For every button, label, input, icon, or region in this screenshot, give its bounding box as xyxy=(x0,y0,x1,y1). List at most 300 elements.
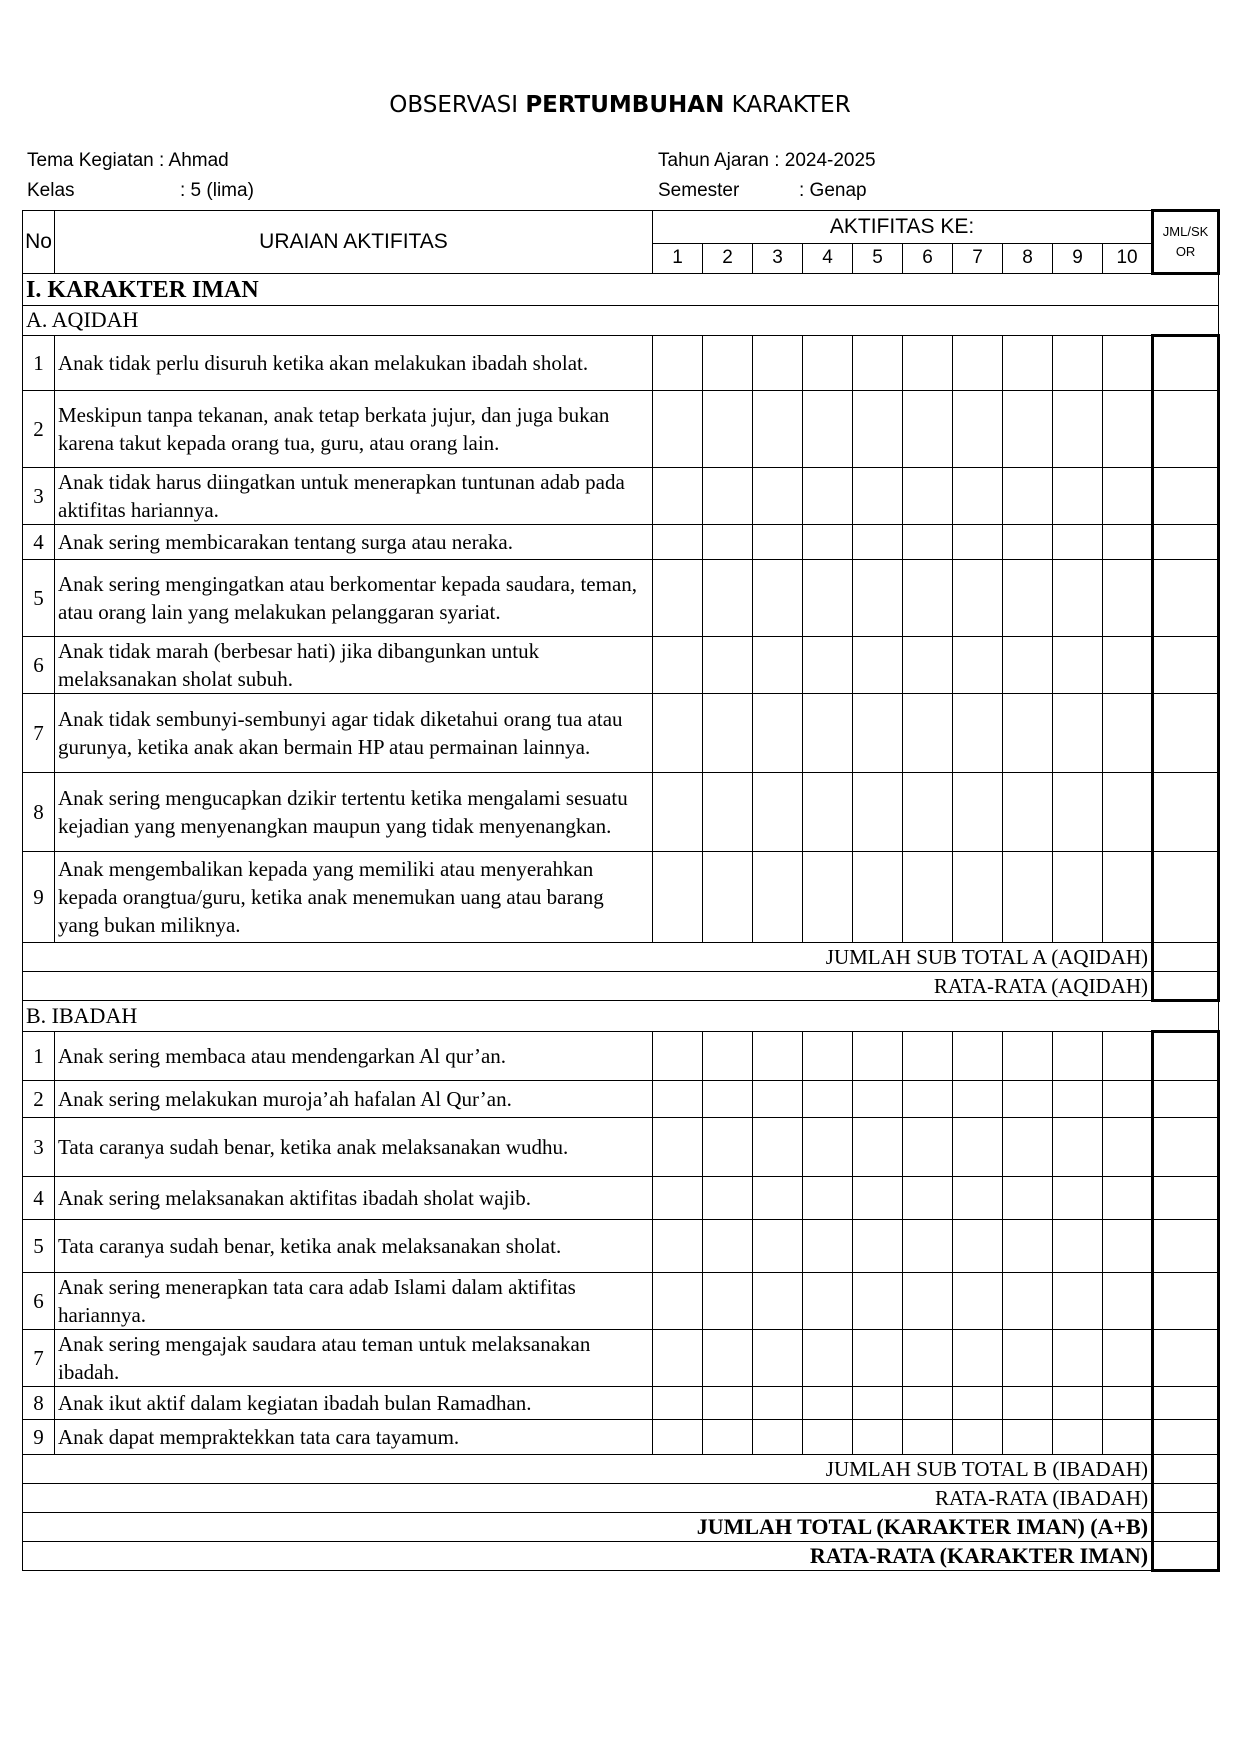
activity-score-cell-9[interactable] xyxy=(1053,1420,1103,1455)
activity-score-cell-10[interactable] xyxy=(1103,468,1153,525)
aqidah-item-row xyxy=(23,852,1219,943)
activity-score-cell-10[interactable] xyxy=(1103,391,1153,468)
activity-score-cell-5[interactable] xyxy=(853,391,903,468)
activity-score-cell-5[interactable] xyxy=(853,1420,903,1455)
activity-score-cell-3[interactable] xyxy=(753,694,803,773)
title-part-3: KARAKTER xyxy=(724,92,851,118)
aqidah-item-row xyxy=(23,694,1219,773)
semester-value: : Genap xyxy=(799,180,867,201)
activity-score-cell-10[interactable] xyxy=(1103,525,1153,560)
activity-score-cell-3[interactable] xyxy=(753,852,803,943)
item-number: 5 xyxy=(23,1220,55,1273)
activity-score-cell-9[interactable] xyxy=(1053,852,1103,943)
activity-score-cell-7[interactable] xyxy=(953,773,1003,852)
activity-score-cell-4[interactable] xyxy=(803,1032,853,1081)
activity-score-cell-1[interactable] xyxy=(653,1032,703,1081)
jml-skor-cell[interactable] xyxy=(1153,1220,1219,1273)
activity-score-cell-3[interactable] xyxy=(753,336,803,391)
aqidah-subtotal-row xyxy=(23,943,1219,972)
aktifitas-header: AKTIFITAS KE: xyxy=(653,211,1153,244)
item-number: 1 xyxy=(23,336,55,391)
item-number: 9 xyxy=(23,852,55,943)
activity-score-cell-4[interactable] xyxy=(803,1420,853,1455)
item-number: 3 xyxy=(23,1118,55,1177)
item-description: Anak sering mengucapkan dzikir tertentu ketika mengalami sesuatu kejadian yang menyenangkan maupun yang tidak menyenangkan. xyxy=(55,773,653,852)
aqidah-subtotal-label: JUMLAH SUB TOTAL A (AQIDAH) xyxy=(23,943,1153,972)
activity-score-cell-2[interactable] xyxy=(703,560,753,637)
activity-score-cell-5[interactable] xyxy=(853,1032,903,1081)
activity-score-cell-3[interactable] xyxy=(753,1420,803,1455)
activity-score-cell-2[interactable] xyxy=(703,391,753,468)
activity-score-cell-6[interactable] xyxy=(903,468,953,525)
activity-number-5: 5 xyxy=(853,243,903,273)
activity-score-cell-7[interactable] xyxy=(953,637,1003,694)
activity-score-cell-6[interactable] xyxy=(903,1420,953,1455)
aqidah-average-row xyxy=(23,972,1219,1001)
activity-score-cell-4[interactable] xyxy=(803,525,853,560)
activity-score-cell-4[interactable] xyxy=(803,391,853,468)
item-number: 2 xyxy=(23,1081,55,1118)
item-description: Tata caranya sudah benar, ketika anak melaksanakan wudhu. xyxy=(55,1118,653,1177)
aqidah-item-row xyxy=(23,391,1219,468)
activity-score-cell-7[interactable] xyxy=(953,391,1003,468)
item-description: Anak sering mengajak saudara atau teman untuk melaksanakan ibadah. xyxy=(55,1330,653,1387)
activity-score-cell-2[interactable] xyxy=(703,1330,753,1387)
activity-score-cell-8[interactable] xyxy=(1003,1177,1053,1220)
activity-score-cell-8[interactable] xyxy=(1003,1420,1053,1455)
activity-score-cell-10[interactable] xyxy=(1103,1273,1153,1330)
aqidah-item-row xyxy=(23,468,1219,525)
ibadah-item-row xyxy=(23,1032,1219,1081)
activity-score-cell-9[interactable] xyxy=(1053,1387,1103,1420)
aqidah-average-value[interactable] xyxy=(1153,972,1219,1001)
activity-score-cell-8[interactable] xyxy=(1003,637,1053,694)
activity-score-cell-1[interactable] xyxy=(653,1220,703,1273)
item-description: Anak tidak harus diingatkan untuk menerapkan tuntunan adab pada aktifitas hariannya. xyxy=(55,468,653,525)
section-title: I. KARAKTER IMAN xyxy=(23,274,1219,306)
activity-score-cell-1[interactable] xyxy=(653,560,703,637)
activity-score-cell-6[interactable] xyxy=(903,1081,953,1118)
activity-score-cell-8[interactable] xyxy=(1003,336,1053,391)
activity-score-cell-1[interactable] xyxy=(653,1177,703,1220)
activity-score-cell-10[interactable] xyxy=(1103,336,1153,391)
kelas-label: Kelas xyxy=(27,180,75,201)
activity-score-cell-3[interactable] xyxy=(753,1220,803,1273)
header-row-1 xyxy=(23,211,1219,244)
activity-score-cell-4[interactable] xyxy=(803,1177,853,1220)
semester-label: Semester xyxy=(658,180,740,201)
item-description: Anak tidak marah (berbesar hati) jika dibangunkan untuk melaksanakan sholat subuh. xyxy=(55,637,653,694)
activity-score-cell-7[interactable] xyxy=(953,1387,1003,1420)
jml-skor-cell[interactable] xyxy=(1153,773,1219,852)
activity-score-cell-4[interactable] xyxy=(803,694,853,773)
activity-score-cell-8[interactable] xyxy=(1003,694,1053,773)
activity-score-cell-3[interactable] xyxy=(753,1118,803,1177)
activity-score-cell-1[interactable] xyxy=(653,525,703,560)
activity-score-cell-2[interactable] xyxy=(703,468,753,525)
ibadah-subtotal-label: JUMLAH SUB TOTAL B (IBADAH) xyxy=(23,1455,1153,1484)
activity-score-cell-5[interactable] xyxy=(853,1273,903,1330)
activity-score-cell-6[interactable] xyxy=(903,1118,953,1177)
activity-score-cell-4[interactable] xyxy=(803,336,853,391)
activity-score-cell-10[interactable] xyxy=(1103,1118,1153,1177)
ibadah-item-row xyxy=(23,1118,1219,1177)
activity-score-cell-3[interactable] xyxy=(753,1273,803,1330)
item-description: Anak mengembalikan kepada yang memiliki atau menyerahkan kepada orangtua/guru, ketika anak menemukan uang atau barang yang bukan miliknya. xyxy=(55,852,653,943)
activity-score-cell-10[interactable] xyxy=(1103,560,1153,637)
activity-score-cell-10[interactable] xyxy=(1103,1420,1153,1455)
jml-skor-cell[interactable] xyxy=(1153,1032,1219,1081)
item-description: Anak sering melaksanakan aktifitas ibadah sholat wajib. xyxy=(55,1177,653,1220)
activity-score-cell-2[interactable] xyxy=(703,1273,753,1330)
activity-score-cell-3[interactable] xyxy=(753,1081,803,1118)
jml-skor-cell[interactable] xyxy=(1153,1420,1219,1455)
activity-score-cell-6[interactable] xyxy=(903,637,953,694)
ibadah-average-label: RATA-RATA (IBADAH) xyxy=(23,1484,1153,1513)
activity-score-cell-2[interactable] xyxy=(703,1118,753,1177)
no-header: No xyxy=(23,211,55,274)
activity-score-cell-10[interactable] xyxy=(1103,637,1153,694)
total-average-value[interactable] xyxy=(1153,1542,1219,1571)
activity-score-cell-5[interactable] xyxy=(853,852,903,943)
uraian-header: URAIAN AKTIFITAS xyxy=(55,211,653,274)
activity-score-cell-9[interactable] xyxy=(1053,336,1103,391)
activity-score-cell-7[interactable] xyxy=(953,1330,1003,1387)
semester xyxy=(658,180,867,202)
activity-score-cell-8[interactable] xyxy=(1003,1273,1053,1330)
item-number: 4 xyxy=(23,525,55,560)
activity-score-cell-10[interactable] xyxy=(1103,1032,1153,1081)
activity-score-cell-6[interactable] xyxy=(903,1177,953,1220)
activity-number-7: 7 xyxy=(953,243,1003,273)
total-row xyxy=(23,1513,1219,1542)
activity-score-cell-2[interactable] xyxy=(703,852,753,943)
ibadah-item-row xyxy=(23,1081,1219,1118)
activity-score-cell-10[interactable] xyxy=(1103,1330,1153,1387)
item-description: Anak sering melakukan muroja’ah hafalan Al Qur’an. xyxy=(55,1081,653,1118)
activity-score-cell-10[interactable] xyxy=(1103,1081,1153,1118)
activity-score-cell-6[interactable] xyxy=(903,852,953,943)
ibadah-average-value[interactable] xyxy=(1153,1484,1219,1513)
aqidah-item-row xyxy=(23,336,1219,391)
activity-score-cell-7[interactable] xyxy=(953,336,1003,391)
activity-score-cell-3[interactable] xyxy=(753,637,803,694)
activity-score-cell-3[interactable] xyxy=(753,1177,803,1220)
activity-score-cell-1[interactable] xyxy=(653,1330,703,1387)
activity-score-cell-10[interactable] xyxy=(1103,1220,1153,1273)
activity-score-cell-4[interactable] xyxy=(803,1118,853,1177)
activity-score-cell-1[interactable] xyxy=(653,1273,703,1330)
item-number: 4 xyxy=(23,1177,55,1220)
activity-score-cell-6[interactable] xyxy=(903,525,953,560)
activity-score-cell-5[interactable] xyxy=(853,1330,903,1387)
activity-number-2: 2 xyxy=(703,243,753,273)
activity-score-cell-3[interactable] xyxy=(753,1032,803,1081)
activity-score-cell-9[interactable] xyxy=(1053,1118,1103,1177)
item-number: 7 xyxy=(23,694,55,773)
activity-score-cell-8[interactable] xyxy=(1003,468,1053,525)
jml-skor-header xyxy=(1153,211,1219,274)
activity-score-cell-4[interactable] xyxy=(803,1081,853,1118)
activity-score-cell-3[interactable] xyxy=(753,560,803,637)
jml-skor-cell[interactable] xyxy=(1153,525,1219,560)
activity-score-cell-1[interactable] xyxy=(653,468,703,525)
activity-score-cell-8[interactable] xyxy=(1003,1081,1053,1118)
title-part-2: PERTUMBUHAN xyxy=(525,92,725,118)
activity-score-cell-6[interactable] xyxy=(903,1032,953,1081)
aqidah-item-row xyxy=(23,637,1219,694)
item-description: Anak sering menerapkan tata cara adab Islami dalam aktifitas hariannya. xyxy=(55,1273,653,1330)
activity-score-cell-6[interactable] xyxy=(903,336,953,391)
activity-score-cell-5[interactable] xyxy=(853,1177,903,1220)
activity-score-cell-5[interactable] xyxy=(853,1118,903,1177)
activity-score-cell-8[interactable] xyxy=(1003,773,1053,852)
activity-score-cell-2[interactable] xyxy=(703,525,753,560)
activity-score-cell-6[interactable] xyxy=(903,1330,953,1387)
tema-kegiatan xyxy=(27,150,229,172)
activity-score-cell-3[interactable] xyxy=(753,391,803,468)
item-number: 1 xyxy=(23,1032,55,1081)
activity-score-cell-6[interactable] xyxy=(903,391,953,468)
total-average-row xyxy=(23,1542,1219,1571)
activity-score-cell-9[interactable] xyxy=(1053,1330,1103,1387)
activity-score-cell-7[interactable] xyxy=(953,525,1003,560)
jml-skor-cell[interactable] xyxy=(1153,468,1219,525)
activity-score-cell-2[interactable] xyxy=(703,1220,753,1273)
item-description: Anak tidak sembunyi-sembunyi agar tidak diketahui orang tua atau gurunya, ketika anak akan bermain HP atau permainan lainnya. xyxy=(55,694,653,773)
item-number: 8 xyxy=(23,1387,55,1420)
activity-score-cell-4[interactable] xyxy=(803,1273,853,1330)
activity-score-cell-9[interactable] xyxy=(1053,560,1103,637)
item-number: 5 xyxy=(23,560,55,637)
aqidah-title-row xyxy=(23,306,1219,336)
activity-score-cell-10[interactable] xyxy=(1103,852,1153,943)
activity-score-cell-2[interactable] xyxy=(703,1081,753,1118)
activity-score-cell-10[interactable] xyxy=(1103,694,1153,773)
activity-score-cell-9[interactable] xyxy=(1053,391,1103,468)
total-value[interactable] xyxy=(1153,1513,1219,1542)
activity-score-cell-6[interactable] xyxy=(903,560,953,637)
activity-score-cell-3[interactable] xyxy=(753,1387,803,1420)
jml-skor-cell[interactable] xyxy=(1153,1118,1219,1177)
activity-score-cell-1[interactable] xyxy=(653,391,703,468)
activity-score-cell-8[interactable] xyxy=(1003,1032,1053,1081)
activity-score-cell-8[interactable] xyxy=(1003,1118,1053,1177)
activity-score-cell-5[interactable] xyxy=(853,468,903,525)
activity-score-cell-2[interactable] xyxy=(703,1420,753,1455)
kelas xyxy=(27,180,254,202)
ibadah-item-row xyxy=(23,1177,1219,1220)
activity-score-cell-2[interactable] xyxy=(703,1387,753,1420)
activity-score-cell-2[interactable] xyxy=(703,694,753,773)
activity-score-cell-8[interactable] xyxy=(1003,525,1053,560)
item-number: 9 xyxy=(23,1420,55,1455)
activity-score-cell-1[interactable] xyxy=(653,852,703,943)
activity-score-cell-6[interactable] xyxy=(903,1273,953,1330)
activity-score-cell-9[interactable] xyxy=(1053,1032,1103,1081)
tahun-ajaran xyxy=(658,150,876,172)
activity-score-cell-4[interactable] xyxy=(803,773,853,852)
tema-label: Tema Kegiatan xyxy=(27,150,154,171)
activity-score-cell-5[interactable] xyxy=(853,637,903,694)
activity-score-cell-5[interactable] xyxy=(853,1387,903,1420)
jml-skor-cell[interactable] xyxy=(1153,560,1219,637)
activity-score-cell-2[interactable] xyxy=(703,1177,753,1220)
activity-score-cell-4[interactable] xyxy=(803,1387,853,1420)
ibadah-subtotal-row xyxy=(23,1455,1219,1484)
jml-skor-cell[interactable] xyxy=(1153,1177,1219,1220)
activity-score-cell-2[interactable] xyxy=(703,773,753,852)
item-description: Anak ikut aktif dalam kegiatan ibadah bulan Ramadhan. xyxy=(55,1387,653,1420)
activity-score-cell-1[interactable] xyxy=(653,637,703,694)
activity-score-cell-4[interactable] xyxy=(803,852,853,943)
ibadah-subtotal-value[interactable] xyxy=(1153,1455,1219,1484)
activity-score-cell-2[interactable] xyxy=(703,336,753,391)
activity-score-cell-2[interactable] xyxy=(703,637,753,694)
item-number: 2 xyxy=(23,391,55,468)
activity-score-cell-6[interactable] xyxy=(903,773,953,852)
activity-score-cell-7[interactable] xyxy=(953,468,1003,525)
activity-score-cell-7[interactable] xyxy=(953,694,1003,773)
activity-score-cell-9[interactable] xyxy=(1053,525,1103,560)
ibadah-title-row xyxy=(23,1001,1219,1032)
item-number: 6 xyxy=(23,1273,55,1330)
ibadah-item-row xyxy=(23,1420,1219,1455)
item-number: 3 xyxy=(23,468,55,525)
activity-score-cell-3[interactable] xyxy=(753,468,803,525)
activity-score-cell-7[interactable] xyxy=(953,1420,1003,1455)
jml-skor-cell[interactable] xyxy=(1153,1081,1219,1118)
activity-score-cell-9[interactable] xyxy=(1053,1177,1103,1220)
activity-score-cell-1[interactable] xyxy=(653,773,703,852)
jml-header-line-2: OR xyxy=(1175,244,1196,259)
activity-score-cell-3[interactable] xyxy=(753,1330,803,1387)
ibadah-title: B. IBADAH xyxy=(23,1001,1219,1032)
activity-score-cell-9[interactable] xyxy=(1053,637,1103,694)
item-number: 6 xyxy=(23,637,55,694)
item-number: 7 xyxy=(23,1330,55,1387)
activity-score-cell-9[interactable] xyxy=(1053,773,1103,852)
activity-score-cell-5[interactable] xyxy=(853,1081,903,1118)
activity-score-cell-1[interactable] xyxy=(653,336,703,391)
section-row xyxy=(23,274,1219,306)
tahun-value: : 2024-2025 xyxy=(774,150,876,171)
ibadah-item-row xyxy=(23,1220,1219,1273)
activity-score-cell-8[interactable] xyxy=(1003,391,1053,468)
activity-score-cell-9[interactable] xyxy=(1053,1220,1103,1273)
activity-score-cell-7[interactable] xyxy=(953,1220,1003,1273)
activity-score-cell-7[interactable] xyxy=(953,1118,1003,1177)
activity-number-9: 9 xyxy=(1053,243,1103,273)
activity-score-cell-8[interactable] xyxy=(1003,1330,1053,1387)
activity-score-cell-9[interactable] xyxy=(1053,1273,1103,1330)
activity-score-cell-6[interactable] xyxy=(903,694,953,773)
activity-score-cell-7[interactable] xyxy=(953,1273,1003,1330)
activity-score-cell-4[interactable] xyxy=(803,1330,853,1387)
activity-number-4: 4 xyxy=(803,243,853,273)
tahun-label: Tahun Ajaran xyxy=(658,150,769,171)
activity-score-cell-9[interactable] xyxy=(1053,1081,1103,1118)
activity-score-cell-5[interactable] xyxy=(853,1220,903,1273)
page-title xyxy=(0,92,1240,118)
activity-score-cell-5[interactable] xyxy=(853,773,903,852)
activity-score-cell-7[interactable] xyxy=(953,1081,1003,1118)
activity-score-cell-10[interactable] xyxy=(1103,1387,1153,1420)
jml-skor-cell[interactable] xyxy=(1153,336,1219,391)
activity-score-cell-9[interactable] xyxy=(1053,468,1103,525)
item-description: Anak dapat mempraktekkan tata cara tayamum. xyxy=(55,1420,653,1455)
activity-score-cell-7[interactable] xyxy=(953,1177,1003,1220)
tema-value: : Ahmad xyxy=(159,150,229,171)
activity-score-cell-5[interactable] xyxy=(853,560,903,637)
total-label: JUMLAH TOTAL (KARAKTER IMAN) (A+B) xyxy=(23,1513,1153,1542)
kelas-value: : 5 (lima) xyxy=(180,180,254,201)
activity-score-cell-10[interactable] xyxy=(1103,773,1153,852)
activity-score-cell-4[interactable] xyxy=(803,637,853,694)
jml-skor-cell[interactable] xyxy=(1153,391,1219,468)
activity-score-cell-2[interactable] xyxy=(703,1032,753,1081)
jml-header-line-1: JML/SK xyxy=(1162,224,1209,239)
activity-score-cell-6[interactable] xyxy=(903,1387,953,1420)
activity-score-cell-3[interactable] xyxy=(753,773,803,852)
activity-number-10: 10 xyxy=(1103,243,1153,273)
activity-score-cell-4[interactable] xyxy=(803,560,853,637)
activity-number-6: 6 xyxy=(903,243,953,273)
activity-score-cell-8[interactable] xyxy=(1003,1220,1053,1273)
jml-skor-cell[interactable] xyxy=(1153,1273,1219,1330)
aqidah-item-row xyxy=(23,773,1219,852)
ibadah-item-row xyxy=(23,1330,1219,1387)
jml-skor-cell[interactable] xyxy=(1153,1387,1219,1420)
jml-skor-cell[interactable] xyxy=(1153,1330,1219,1387)
activity-score-cell-5[interactable] xyxy=(853,694,903,773)
jml-skor-cell[interactable] xyxy=(1153,694,1219,773)
item-description: Meskipun tanpa tekanan, anak tetap berkata jujur, dan juga bukan karena takut kepada orang tua, guru, atau orang lain. xyxy=(55,391,653,468)
activity-score-cell-1[interactable] xyxy=(653,1420,703,1455)
activity-score-cell-8[interactable] xyxy=(1003,1387,1053,1420)
activity-score-cell-7[interactable] xyxy=(953,1032,1003,1081)
activity-score-cell-4[interactable] xyxy=(803,1220,853,1273)
activity-score-cell-1[interactable] xyxy=(653,1081,703,1118)
activity-score-cell-8[interactable] xyxy=(1003,560,1053,637)
ibadah-item-row xyxy=(23,1387,1219,1420)
activity-score-cell-5[interactable] xyxy=(853,336,903,391)
activity-score-cell-1[interactable] xyxy=(653,1387,703,1420)
activity-score-cell-5[interactable] xyxy=(853,525,903,560)
jml-skor-cell[interactable] xyxy=(1153,852,1219,943)
activity-score-cell-4[interactable] xyxy=(803,468,853,525)
item-number: 8 xyxy=(23,773,55,852)
observation-table xyxy=(22,209,1220,1572)
activity-score-cell-10[interactable] xyxy=(1103,1177,1153,1220)
aqidah-subtotal-value[interactable] xyxy=(1153,943,1219,972)
ibadah-item-row xyxy=(23,1273,1219,1330)
activity-score-cell-6[interactable] xyxy=(903,1220,953,1273)
activity-score-cell-8[interactable] xyxy=(1003,852,1053,943)
activity-number-3: 3 xyxy=(753,243,803,273)
activity-score-cell-7[interactable] xyxy=(953,852,1003,943)
activity-score-cell-1[interactable] xyxy=(653,694,703,773)
jml-skor-cell[interactable] xyxy=(1153,637,1219,694)
aqidah-item-row xyxy=(23,560,1219,637)
activity-score-cell-9[interactable] xyxy=(1053,694,1103,773)
activity-score-cell-3[interactable] xyxy=(753,525,803,560)
activity-score-cell-7[interactable] xyxy=(953,560,1003,637)
aqidah-average-label: RATA-RATA (AQIDAH) xyxy=(23,972,1153,1001)
activity-score-cell-1[interactable] xyxy=(653,1118,703,1177)
item-description: Tata caranya sudah benar, ketika anak melaksanakan sholat. xyxy=(55,1220,653,1273)
item-description: Anak sering membaca atau mendengarkan Al qur’an. xyxy=(55,1032,653,1081)
